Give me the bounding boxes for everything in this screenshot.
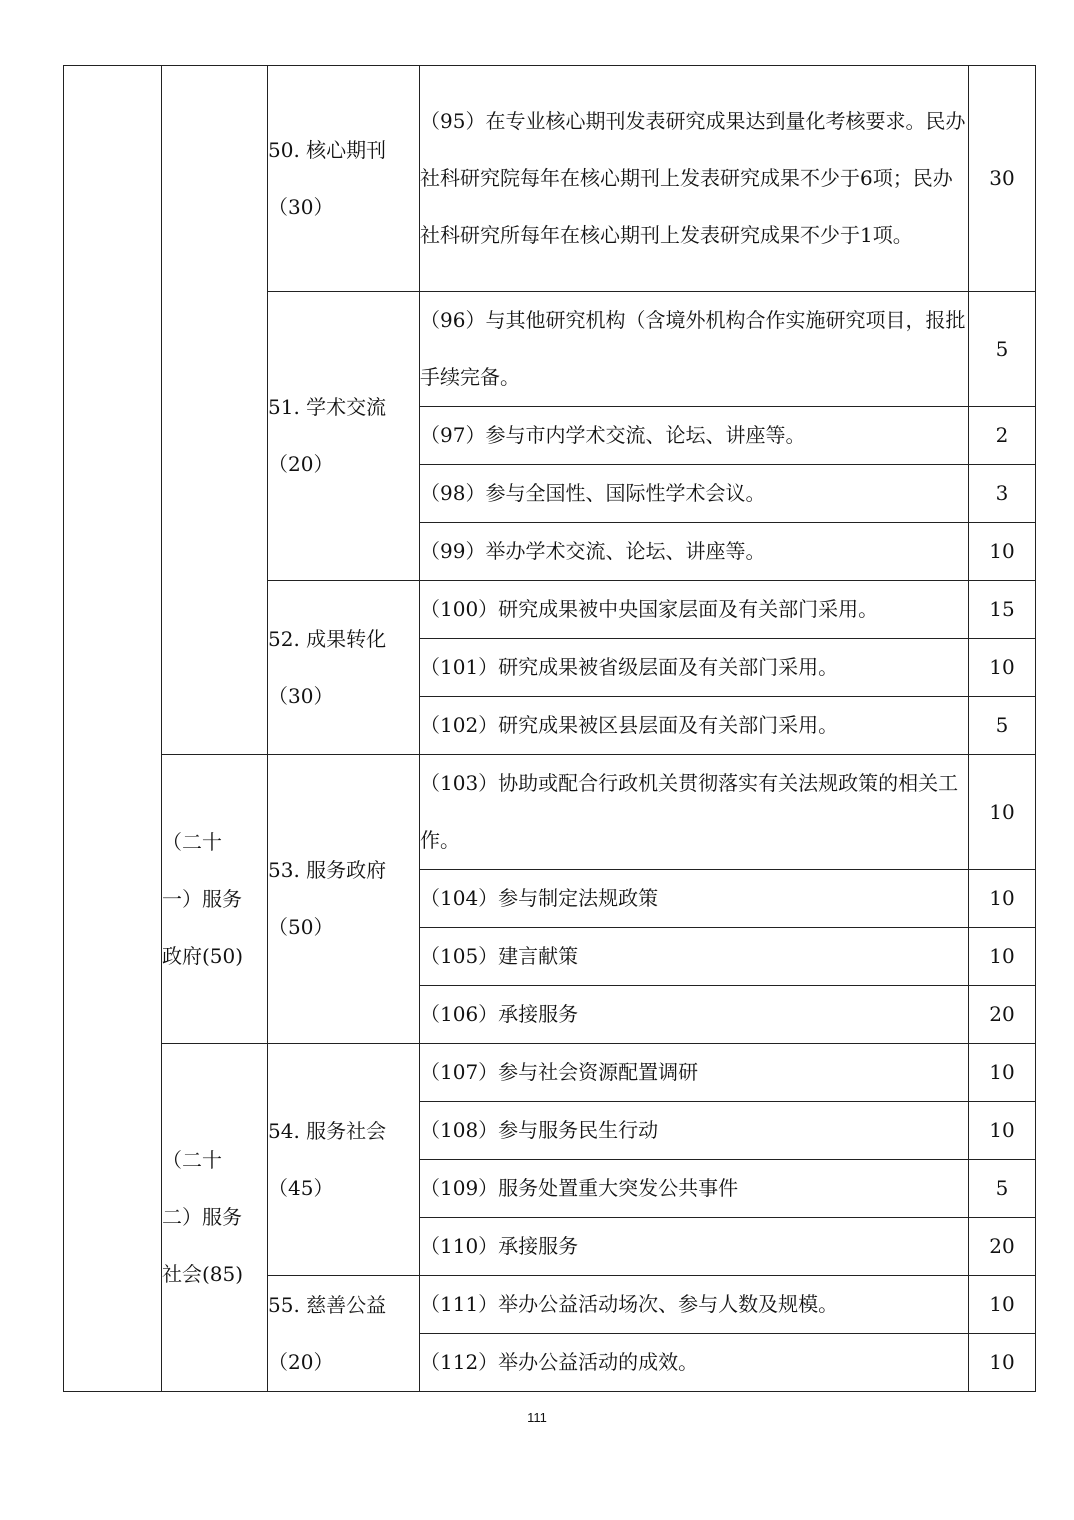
indicator-cell (268, 66, 420, 292)
criterion-score: 30 (969, 66, 1036, 292)
criterion-text: （107）参与社会资源配置调研 (420, 1044, 969, 1102)
category-cell (162, 755, 268, 1044)
criterion-score: 15 (969, 581, 1036, 639)
evaluation-table (63, 65, 1036, 1392)
indicator-name: 50. 核心期刊 (268, 137, 387, 162)
criterion-score: 10 (969, 755, 1036, 870)
criterion-score: 20 (969, 986, 1036, 1044)
indicator-points: （20） (268, 452, 334, 476)
criterion-score: 2 (969, 407, 1036, 465)
indicator-points: （45） (268, 1175, 334, 1200)
table-row (64, 66, 1036, 292)
criterion-text: （103）协助或配合行政机关贯彻落实有关法规政策的相关工作。 (420, 755, 969, 870)
criterion-text: （98）参与全国性、国际性学术会议。 (420, 465, 969, 523)
criterion-score: 10 (969, 1102, 1036, 1160)
criterion-score: 10 (969, 523, 1036, 581)
criterion-text: （99）举办学术交流、论坛、讲座等。 (420, 523, 969, 581)
indicator-points: （50） (268, 915, 334, 939)
criterion-score: 10 (969, 1044, 1036, 1102)
criterion-text: （96）与其他研究机构（含境外机构合作实施研究项目，报批手续完备。 (420, 292, 969, 407)
indicator-cell (268, 755, 420, 1044)
indicator-name: 54. 服务社会 (268, 1118, 387, 1143)
criterion-text: （100）研究成果被中央国家层面及有关部门采用。 (420, 581, 969, 639)
criterion-text: （95）在专业核心期刊发表研究成果达到量化考核要求。民办社科研究院每年在核心期刊上发表研究成果不少于6项；民办社科研究所每年在核心期刊上发表研究成果不少于1项。 (420, 66, 969, 292)
criterion-text: （106）承接服务 (420, 986, 969, 1044)
criterion-text: （104）参与制定法规政策 (420, 870, 969, 928)
criterion-text: （109）服务处置重大突发公共事件 (420, 1160, 969, 1218)
indicator-points: （30） (268, 683, 334, 708)
category-label: （二十 一）服务 政府(50) (162, 829, 244, 968)
indicator-cell (268, 292, 420, 581)
criterion-score: 5 (969, 292, 1036, 407)
criterion-score: 10 (969, 1334, 1036, 1392)
evaluation-table-body (64, 66, 1036, 1392)
criterion-text: （102）研究成果被区县层面及有关部门采用。 (420, 697, 969, 755)
category-cell (162, 1044, 268, 1392)
indicator-cell (268, 581, 420, 755)
indicator-points: （20） (268, 1349, 334, 1374)
indicator-name: 53. 服务政府 (268, 858, 387, 882)
indicator-name: 51. 学术交流 (268, 395, 387, 419)
criterion-score: 3 (969, 465, 1036, 523)
indicator-name: 52. 成果转化 (268, 626, 387, 651)
criterion-text: （108）参与服务民生行动 (420, 1102, 969, 1160)
page-number: 111 (527, 1410, 547, 1425)
category-cell (162, 66, 268, 755)
criterion-score: 10 (969, 639, 1036, 697)
criterion-score: 10 (969, 870, 1036, 928)
category-label: （二十 二）服务 社会(85) (162, 1148, 244, 1286)
criterion-score: 5 (969, 697, 1036, 755)
outer-blank-cell (64, 66, 162, 1392)
criterion-text: （112）举办公益活动的成效。 (420, 1334, 969, 1392)
criterion-text: （110）承接服务 (420, 1218, 969, 1276)
criterion-text: （105）建言献策 (420, 928, 969, 986)
criterion-text: （97）参与市内学术交流、论坛、讲座等。 (420, 407, 969, 465)
indicator-name: 55. 慈善公益 (268, 1292, 387, 1317)
criterion-score: 10 (969, 928, 1036, 986)
criterion-text: （111）举办公益活动场次、参与人数及规模。 (420, 1276, 969, 1334)
indicator-points: （30） (268, 194, 334, 219)
criterion-score: 5 (969, 1160, 1036, 1218)
table-row (64, 1044, 1036, 1102)
indicator-cell (268, 1276, 420, 1392)
criterion-score: 20 (969, 1218, 1036, 1276)
criterion-text: （101）研究成果被省级层面及有关部门采用。 (420, 639, 969, 697)
indicator-cell (268, 1044, 420, 1276)
criterion-score: 10 (969, 1276, 1036, 1334)
table-row (64, 755, 1036, 870)
